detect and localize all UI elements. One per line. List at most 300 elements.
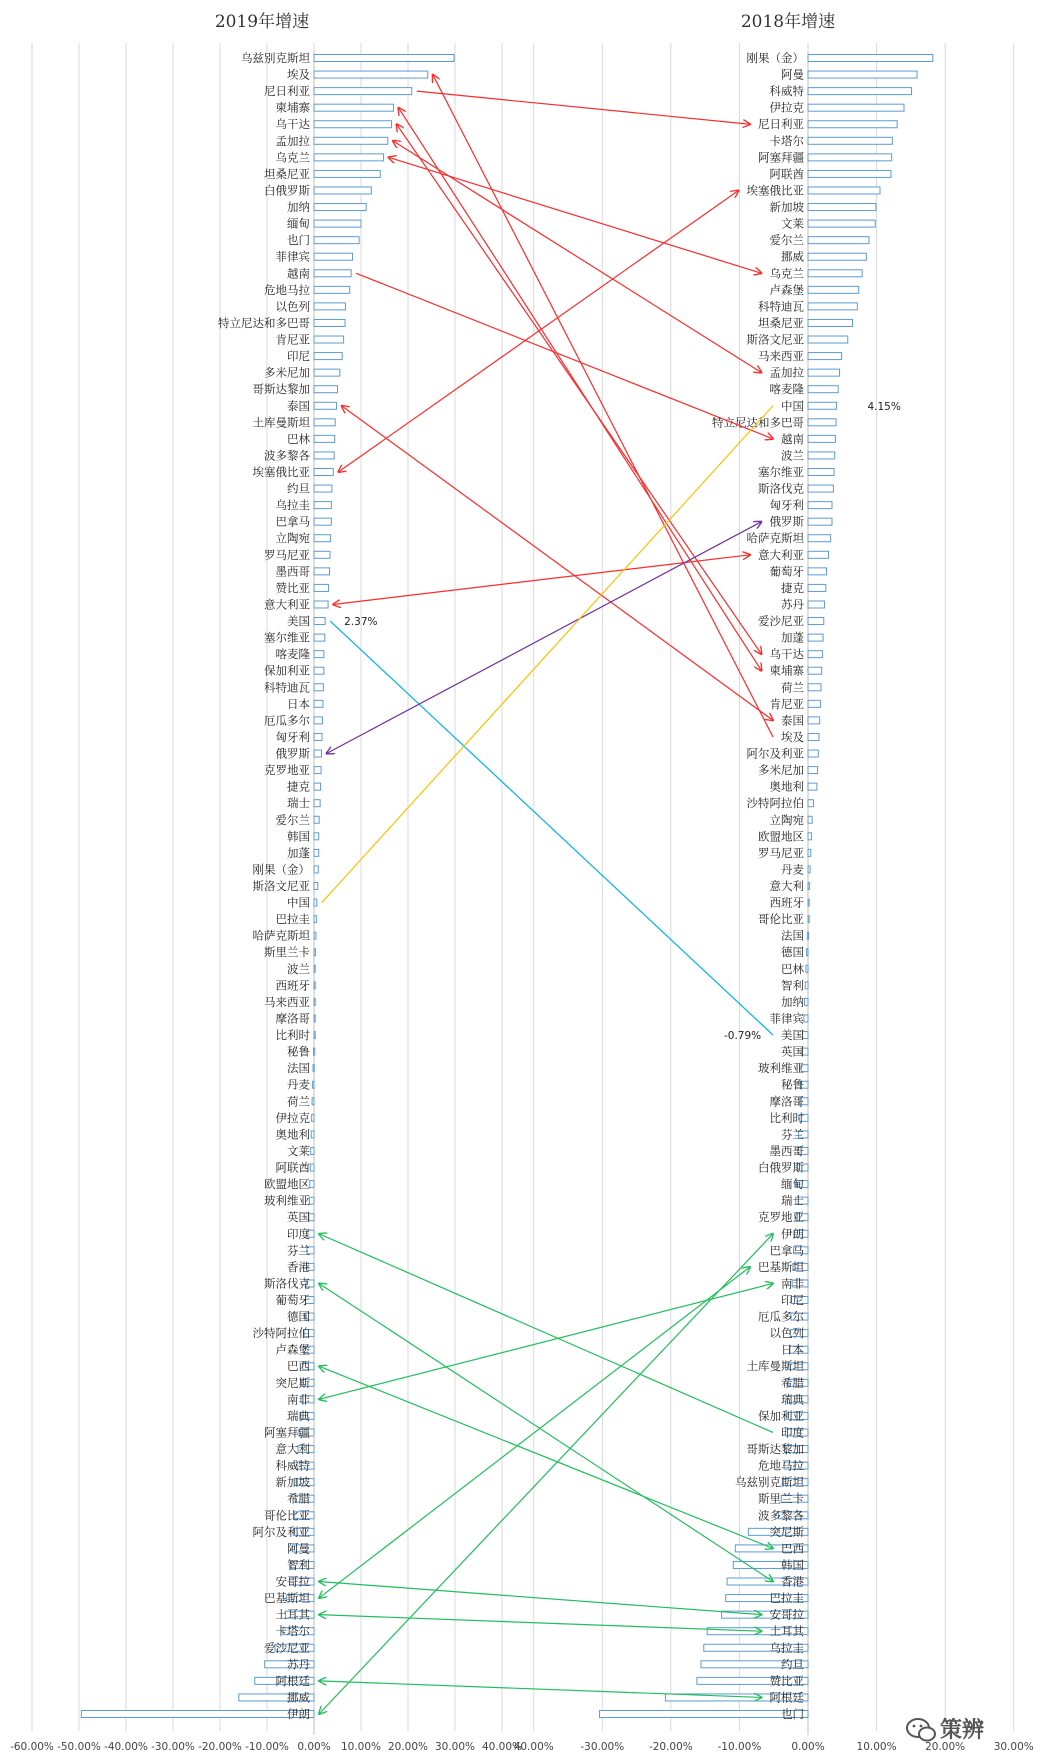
- bar: [808, 253, 866, 260]
- category-label: 越南: [781, 431, 804, 446]
- category-label: 西班牙: [769, 895, 804, 910]
- bar: [314, 402, 337, 409]
- watermark-text: 策辨: [940, 1718, 985, 1743]
- category-label: 智利: [287, 1557, 310, 1572]
- bar: [81, 1711, 314, 1718]
- bar: [314, 667, 324, 674]
- category-label: 乌干达: [769, 647, 804, 662]
- category-label: 塞尔维亚: [758, 465, 804, 479]
- category-label: 缅甸: [287, 216, 310, 231]
- bar: [808, 55, 933, 62]
- category-label: 阿塞拜疆: [264, 1425, 310, 1440]
- connector-arrow: [333, 555, 750, 605]
- bar: [314, 750, 322, 757]
- category-label: 土耳其: [769, 1624, 804, 1639]
- bar: [808, 700, 820, 707]
- category-label: 巴基斯坦: [264, 1591, 310, 1606]
- connector-arrow: [319, 1234, 773, 1714]
- category-label: 印度: [781, 1425, 804, 1440]
- category-label: 克罗地亚: [758, 1210, 804, 1225]
- bar: [314, 154, 384, 161]
- category-label: 厄瓜多尔: [758, 1309, 804, 1324]
- bar: [314, 800, 320, 807]
- category-label: 喀麦隆: [769, 382, 804, 397]
- category-label: 文莱: [287, 1143, 310, 1158]
- bar: [314, 767, 321, 774]
- category-label: 巴拉圭: [769, 1591, 804, 1606]
- category-label: 罗马尼亚: [758, 845, 804, 860]
- connector-arrow: [319, 1283, 773, 1581]
- category-label: 阿尔及利亚: [746, 746, 804, 761]
- category-label: 安哥拉: [275, 1574, 310, 1589]
- x-tick-label: 30.00%: [434, 1741, 476, 1751]
- category-label: 文莱: [781, 216, 804, 231]
- bar: [808, 651, 822, 658]
- category-label: 斯洛文尼亚: [746, 332, 804, 347]
- bar: [314, 319, 345, 326]
- bar: [314, 651, 324, 658]
- category-label: 荷兰: [287, 1094, 310, 1109]
- category-label: 斯洛文尼亚: [252, 879, 310, 893]
- x-tick-label: 10.00%: [856, 1741, 897, 1751]
- bar: [314, 170, 380, 177]
- category-label: 南非: [781, 1276, 804, 1291]
- bar: [808, 187, 880, 194]
- x-tick-label: -20.00%: [198, 1741, 242, 1751]
- bar: [808, 618, 824, 625]
- bar: [314, 916, 316, 923]
- category-label: 爱尔兰: [275, 812, 310, 827]
- category-label: 芬兰: [781, 1127, 804, 1142]
- bar: [314, 883, 318, 890]
- category-label: 卡塔尔: [275, 1624, 310, 1639]
- category-label: 摩洛哥: [769, 1094, 804, 1109]
- bar: [314, 568, 330, 575]
- bar: [808, 733, 819, 740]
- category-label: 比利时: [275, 1028, 310, 1043]
- category-label: 也门: [781, 1707, 804, 1721]
- bar: [314, 187, 371, 194]
- bar: [314, 137, 388, 144]
- category-label: 尼日利亚: [758, 117, 804, 132]
- category-label: 伊朗: [287, 1707, 310, 1721]
- bar: [314, 618, 325, 625]
- connector-arrow: [322, 406, 773, 903]
- connector-arrow: [417, 91, 750, 124]
- category-label: 秘鲁: [781, 1077, 804, 1092]
- category-label: 柬埔寨: [275, 100, 310, 115]
- category-label: 坦桑尼亚: [758, 315, 804, 330]
- bar: [314, 121, 392, 128]
- category-label: 玻利维亚: [264, 1193, 310, 1208]
- category-label: 立陶宛: [769, 812, 804, 827]
- category-label: 希腊: [287, 1491, 310, 1506]
- bar: [314, 286, 350, 293]
- category-label: 爱沙尼亚: [264, 1640, 310, 1655]
- bar: [808, 717, 820, 724]
- category-label: 也门: [287, 233, 310, 248]
- bar: [808, 684, 821, 691]
- category-label: 菲律宾: [275, 249, 310, 264]
- bar: [314, 833, 319, 840]
- bar: [808, 916, 809, 923]
- category-label: 巴拿马: [275, 514, 310, 529]
- category-label: 乌干达: [275, 117, 310, 132]
- bar: [808, 750, 818, 757]
- bar: [808, 833, 811, 840]
- category-label: 韩国: [287, 829, 310, 844]
- category-label: 苏丹: [781, 597, 804, 612]
- category-label: 保加利亚: [264, 663, 310, 678]
- category-label: 多米尼加: [758, 763, 804, 778]
- category-label: 意大利亚: [264, 597, 310, 612]
- bar: [808, 634, 823, 641]
- category-label: 塞尔维亚: [264, 630, 310, 645]
- category-label: 安哥拉: [769, 1607, 804, 1622]
- connector-arrow: [319, 1681, 762, 1698]
- category-label: 丹麦: [287, 1077, 310, 1092]
- category-label: 土库曼斯坦: [746, 1359, 804, 1374]
- category-label: 比利时: [769, 1110, 804, 1125]
- connector-arrow: [342, 406, 773, 721]
- category-label: 新加坡: [769, 200, 804, 215]
- category-label: 印尼: [781, 1293, 804, 1307]
- bar: [311, 1131, 314, 1138]
- category-label: 丹麦: [781, 862, 804, 877]
- bar: [808, 237, 869, 244]
- category-label: 加蓬: [287, 845, 310, 860]
- connector-arrow: [319, 1267, 750, 1598]
- bar: [314, 1015, 315, 1022]
- category-label: 新加坡: [275, 1475, 310, 1490]
- bar: [310, 1164, 314, 1171]
- bar: [804, 1015, 808, 1022]
- bar: [805, 982, 808, 989]
- bar: [808, 584, 826, 591]
- bar: [808, 452, 835, 459]
- category-label: 科特迪瓦: [264, 680, 310, 695]
- bar: [808, 386, 838, 393]
- bar: [314, 303, 345, 310]
- category-label: 匈牙利: [275, 729, 310, 744]
- category-label: 赞比亚: [275, 580, 310, 595]
- bar: [807, 949, 808, 956]
- category-label: 德国: [287, 1309, 310, 1324]
- category-label: 突尼斯: [275, 1375, 310, 1390]
- category-label: 哥斯达黎加: [746, 1442, 804, 1457]
- category-label: 哥斯达黎加: [252, 382, 310, 397]
- category-label: 哈萨克斯坦: [746, 531, 804, 546]
- bar: [314, 535, 330, 542]
- bar: [808, 866, 810, 873]
- category-label: 芬兰: [287, 1243, 310, 1258]
- bar: [808, 816, 812, 823]
- bar: [314, 1048, 315, 1055]
- category-label: 欧盟地区: [758, 829, 804, 844]
- category-label: 德国: [781, 945, 804, 960]
- category-label: 柬埔寨: [769, 663, 804, 678]
- connector-layer: [319, 75, 773, 1714]
- bar: [314, 237, 359, 244]
- category-label: 墨西哥: [769, 1143, 804, 1158]
- bar: [314, 932, 316, 939]
- connector-arrow: [356, 273, 773, 439]
- category-label: 巴拉圭: [275, 912, 310, 927]
- category-label: 巴西: [287, 1359, 310, 1374]
- category-label: 中国: [287, 895, 310, 910]
- data-label: -0.79%: [724, 1030, 762, 1043]
- data-label: 4.15%: [867, 400, 901, 413]
- bar: [314, 601, 328, 608]
- bar: [314, 816, 319, 823]
- category-label: 埃塞俄比亚: [252, 465, 310, 479]
- x-tick-label: 0.00%: [791, 1741, 825, 1751]
- bar: [314, 518, 331, 525]
- bar: [808, 286, 859, 293]
- bar: [808, 535, 831, 542]
- bar: [808, 319, 853, 326]
- category-label: 白俄罗斯: [758, 1160, 804, 1175]
- category-label: 法国: [781, 928, 804, 943]
- category-label: 科威特: [275, 1458, 310, 1473]
- category-label: 约旦: [781, 1657, 804, 1672]
- bar: [808, 485, 833, 492]
- category-label: 韩国: [781, 1557, 804, 1572]
- category-label: 智利: [781, 978, 804, 993]
- category-label: 巴基斯坦: [758, 1259, 804, 1274]
- category-label: 奥地利: [769, 779, 804, 794]
- category-label: 以色列: [275, 299, 310, 314]
- category-label: 多米尼加: [264, 365, 310, 380]
- category-label: 斯里兰卡: [758, 1491, 804, 1506]
- category-label: 以色列: [769, 1326, 804, 1341]
- category-label: 阿尔及利亚: [252, 1524, 310, 1539]
- category-label: 加纳: [287, 200, 310, 215]
- bar: [314, 502, 331, 509]
- category-label: 阿联酋: [275, 1160, 310, 1175]
- bar: [808, 469, 834, 476]
- category-label: 巴林: [287, 431, 310, 446]
- category-label: 荷兰: [781, 680, 804, 695]
- bar: [313, 1065, 314, 1072]
- category-label: 乌拉圭: [769, 1640, 804, 1655]
- bar: [314, 220, 361, 227]
- category-label: 马来西亚: [758, 349, 804, 364]
- x-tick-label: -60.00%: [10, 1741, 54, 1751]
- category-label: 斯洛伐克: [264, 1276, 310, 1291]
- category-label: 沙特阿拉伯: [746, 796, 804, 811]
- bar: [314, 866, 318, 873]
- bar: [314, 717, 322, 724]
- bar: [808, 402, 836, 409]
- bar: [313, 1081, 314, 1088]
- category-label: 肯尼亚: [275, 332, 310, 347]
- bar: [314, 551, 330, 558]
- category-label: 危地马拉: [758, 1458, 804, 1473]
- category-label: 波兰: [781, 448, 804, 463]
- category-label: 泰国: [287, 398, 310, 413]
- bar: [808, 667, 822, 674]
- category-label: 阿根廷: [275, 1673, 310, 1688]
- category-label: 特立尼达和多巴哥: [218, 315, 310, 330]
- x-tick-label: 30.00%: [993, 1741, 1034, 1751]
- chart-title: 2018年增速: [740, 12, 836, 32]
- category-label: 香港: [287, 1259, 310, 1274]
- category-label: 意大利: [275, 1442, 310, 1457]
- bar: [314, 1032, 315, 1039]
- bar: [808, 419, 836, 426]
- category-label: 英国: [287, 1210, 310, 1225]
- bar: [312, 1114, 314, 1121]
- bar: [310, 1181, 314, 1188]
- bar: [808, 435, 835, 442]
- bar: [314, 733, 322, 740]
- category-label: 墨西哥: [275, 564, 310, 579]
- category-label: 印尼: [287, 349, 310, 364]
- bar: [314, 700, 323, 707]
- connector-arrow: [319, 1366, 773, 1548]
- bar: [314, 353, 342, 360]
- category-label: 孟加拉: [275, 133, 310, 148]
- bar: [808, 601, 824, 608]
- category-label: 玻利维亚: [758, 1061, 804, 1076]
- category-label: 波多黎各: [264, 448, 310, 463]
- bar: [808, 502, 832, 509]
- category-label: 中国: [781, 398, 804, 413]
- bar: [808, 170, 891, 177]
- category-label: 菲律宾: [769, 1011, 804, 1026]
- category-label: 葡萄牙: [275, 1293, 310, 1307]
- connector-arrow: [319, 1615, 762, 1632]
- connector-arrow: [327, 522, 762, 754]
- bar: [314, 336, 344, 343]
- category-label: 瑞士: [287, 796, 310, 811]
- x-tick-label: -10.00%: [717, 1741, 762, 1751]
- category-label: 瑞典: [781, 1392, 804, 1407]
- category-label: 巴拿马: [769, 1243, 804, 1258]
- category-label: 喀麦隆: [275, 647, 310, 662]
- bar: [808, 104, 904, 111]
- x-tick-label: -30.00%: [151, 1741, 195, 1751]
- category-label: 土库曼斯坦: [252, 415, 310, 430]
- category-label: 越南: [287, 266, 310, 281]
- category-label: 波兰: [287, 961, 310, 976]
- category-label: 希腊: [781, 1375, 804, 1390]
- category-label: 葡萄牙: [769, 564, 804, 579]
- category-label: 日本: [287, 696, 310, 711]
- x-tick-label: 0.00%: [297, 1741, 331, 1751]
- category-label: 法国: [287, 1061, 310, 1076]
- bar: [808, 783, 817, 790]
- bar: [808, 353, 842, 360]
- bar: [314, 469, 333, 476]
- bar: [314, 369, 340, 376]
- category-label: 科特迪瓦: [758, 299, 804, 314]
- bar: [314, 435, 335, 442]
- category-label: 乌拉圭: [275, 498, 310, 513]
- category-label: 哥伦比亚: [758, 912, 804, 927]
- category-label: 沙特阿拉伯: [252, 1326, 310, 1341]
- x-tick-label: -10.00%: [245, 1741, 289, 1751]
- bar: [808, 121, 897, 128]
- connector-arrow: [319, 1582, 762, 1615]
- category-label: 阿联酋: [769, 166, 804, 181]
- x-tick-label: -50.00%: [57, 1741, 101, 1751]
- x-tick-label: 40.00%: [481, 1741, 523, 1751]
- category-label: 意大利亚: [758, 547, 804, 562]
- bar: [807, 932, 808, 939]
- category-label: 南非: [287, 1392, 310, 1407]
- watermark: [907, 1717, 984, 1743]
- bar: [309, 1197, 314, 1204]
- data-label: 2.37%: [344, 616, 378, 629]
- category-label: 土耳其: [275, 1607, 310, 1622]
- category-label: 欧盟地区: [264, 1177, 310, 1192]
- category-label: 印度: [287, 1226, 310, 1241]
- bar: [808, 899, 809, 906]
- category-label: 埃及: [287, 67, 310, 82]
- x-tick-label: 20.00%: [925, 1741, 966, 1751]
- bar: [314, 419, 335, 426]
- category-label: 埃塞俄比亚: [746, 183, 804, 198]
- category-label: 伊拉克: [275, 1110, 310, 1125]
- category-label: 卢森堡: [275, 1342, 310, 1357]
- category-label: 英国: [781, 1044, 804, 1059]
- bar: [600, 1711, 808, 1718]
- x-tick-label: -20.00%: [648, 1741, 693, 1751]
- panel-2019: [10, 11, 522, 1751]
- bar: [808, 518, 832, 525]
- category-label: 突尼斯: [769, 1524, 804, 1539]
- category-label: 意大利: [769, 879, 804, 893]
- category-label: 瑞典: [287, 1408, 310, 1423]
- bar: [314, 485, 332, 492]
- category-label: 白俄罗斯: [264, 183, 310, 198]
- category-label: 斯洛伐克: [758, 481, 804, 496]
- category-label: 西班牙: [275, 978, 310, 993]
- bar: [808, 303, 857, 310]
- bar: [808, 369, 840, 376]
- bar: [808, 137, 892, 144]
- category-label: 阿根廷: [769, 1690, 804, 1705]
- bar: [808, 88, 912, 95]
- x-tick-label: 10.00%: [340, 1741, 382, 1751]
- panel-2018: [514, 11, 1034, 1751]
- bar: [808, 220, 875, 227]
- category-label: 瑞士: [781, 1193, 804, 1208]
- category-label: 孟加拉: [769, 365, 804, 380]
- bar: [314, 965, 315, 972]
- category-label: 美国: [287, 614, 310, 629]
- x-tick-label: -40.00%: [104, 1741, 148, 1751]
- category-label: 马来西亚: [264, 994, 310, 1009]
- category-label: 美国: [781, 1028, 804, 1043]
- bar: [314, 634, 325, 641]
- bar: [808, 551, 829, 558]
- bar: [314, 982, 315, 989]
- bar: [314, 452, 334, 459]
- bar: [314, 71, 428, 78]
- bar: [314, 949, 315, 956]
- category-label: 克罗地亚: [264, 763, 310, 778]
- bar: [311, 1147, 314, 1154]
- category-label: 爱尔兰: [769, 233, 804, 248]
- x-tick-label: 20.00%: [387, 1741, 429, 1751]
- category-label: 立陶宛: [275, 531, 310, 546]
- connector-arrow: [330, 621, 773, 1035]
- category-label: 苏丹: [287, 1657, 310, 1672]
- category-label: 挪威: [287, 1690, 310, 1705]
